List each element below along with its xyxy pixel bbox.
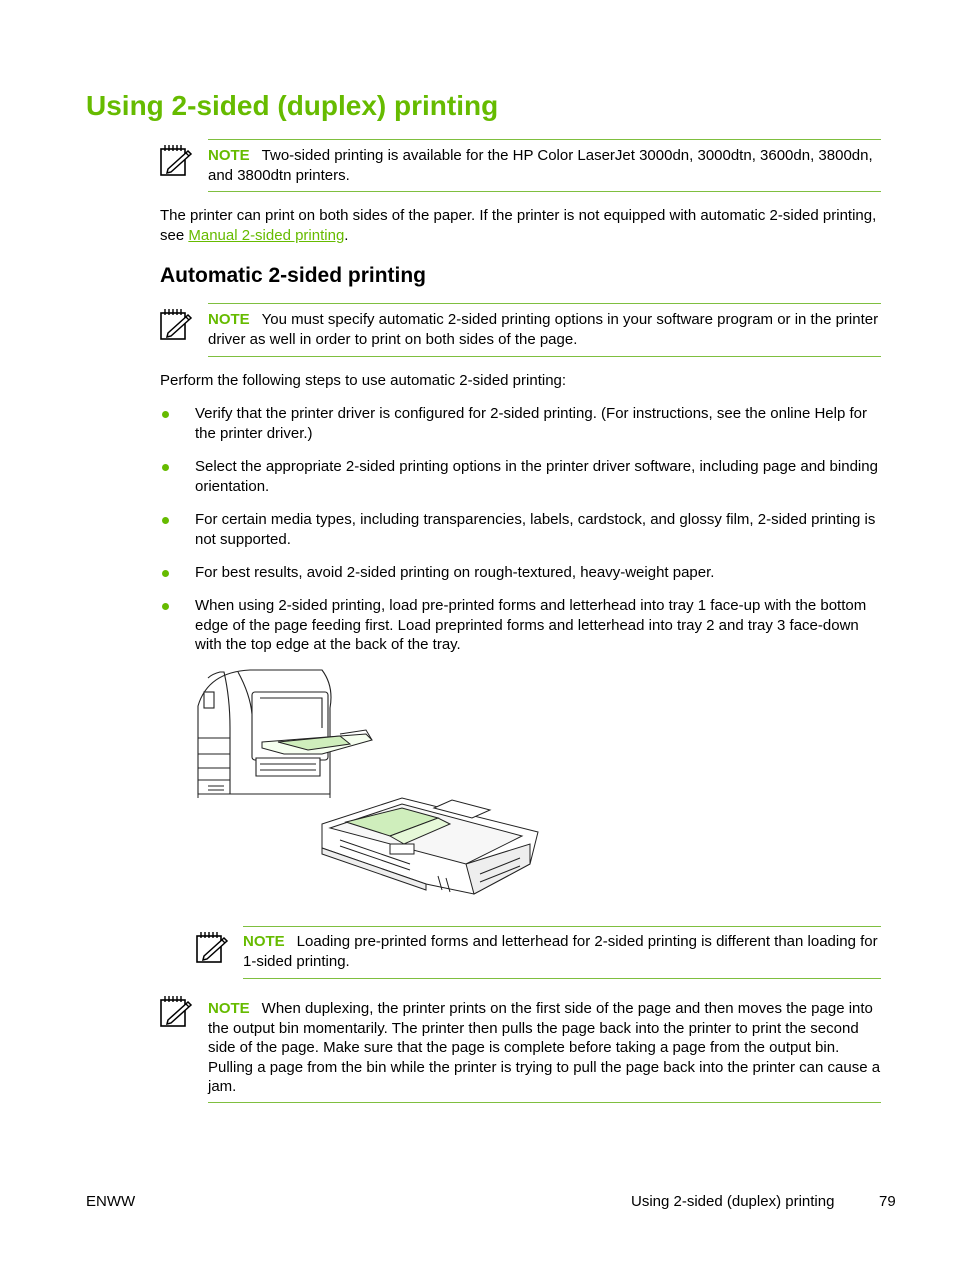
note-body: When duplexing, the printer prints on the first side of the page and then moves the page into the output bin momentarily. The printer then pulls the page back into the printer to print the second side of the page. Make sure that the page is complete before taking a page from the output bin. Pulling a page from the bin while the printer is trying to pull the page back into the printer can cause a jam. [208,1000,881,1095]
note-label: NOTE [208,147,250,164]
list-item-text: For certain media types, including transparencies, labels, cardstock, and glossy film, 2-sided printing is not supported. [195,511,876,548]
printer-tray-illustration [190,668,550,903]
intro-paragraph [160,206,885,245]
note-label: NOTE [243,933,285,950]
note-label: NOTE [208,1000,250,1017]
list-item-text: For best results, avoid 2-sided printing on rough-textured, heavy-weight paper. [195,564,715,581]
note-top-rule [208,139,881,140]
note-pencil-icon [160,143,194,179]
page-number: 79 [879,1193,896,1210]
bullet-icon [162,570,169,577]
intro-end: . [344,226,349,244]
page-title: Using 2-sided (duplex) printing [86,90,499,121]
note-pencil-icon [196,930,230,966]
note-pencil-icon [160,307,194,343]
section-heading: Automatic 2-sided printing [160,264,427,287]
manual-duplex-link[interactable]: Manual 2-sided printing [188,226,345,244]
bullet-icon [162,411,169,418]
intro-text: The printer can print on both sides of the paper. If the printer is not equipped with automatic 2-sided printing, see [160,207,877,244]
note-4 [208,999,885,1097]
note-body: Loading pre-printed forms and letterhead for 2-sided printing is different than loading for 1-sided printing. [243,933,878,970]
note-bottom-rule [208,191,881,192]
note-bottom-rule [208,1102,881,1103]
note-bottom-rule [208,356,881,357]
note-1 [208,146,883,185]
list-item-text: Select the appropriate 2-sided printing options in the printer driver software, including page and binding orientation. [195,458,878,495]
note-pencil-icon [160,994,194,1030]
bullet-icon [162,603,169,610]
list-item-text: When using 2-sided printing, load pre-printed forms and letterhead into tray 1 face-up with the bottom edge of the page feeding first. Load preprinted forms and letterhead into tray 2 and tray 3 face-down with the top edge at the back of the tray. [195,597,867,653]
note-body: Two-sided printing is available for the HP Color LaserJet 3000dn, 3000dtn, 3600dn, 3800dn, and 3800dtn printers. [208,147,873,184]
note-3 [243,932,883,971]
footer-left: ENWW [86,1193,136,1210]
note-bottom-rule [243,978,881,979]
list-item-text: Verify that the printer driver is configured for 2-sided printing. (For instructions, see the online Help for the printer driver.) [195,405,867,442]
footer-section-title: Using 2-sided (duplex) printing [631,1193,835,1210]
note-top-rule [208,303,881,304]
note-label: NOTE [208,311,250,328]
bullet-icon [162,464,169,471]
note-2 [208,310,883,349]
bullet-icon [162,517,169,524]
note-top-rule [243,926,881,927]
note-body: You must specify automatic 2-sided printing options in your software program or in the printer driver as well in order to print on both sides of the page. [208,311,879,348]
steps-intro: Perform the following steps to use automatic 2-sided printing: [160,372,567,389]
